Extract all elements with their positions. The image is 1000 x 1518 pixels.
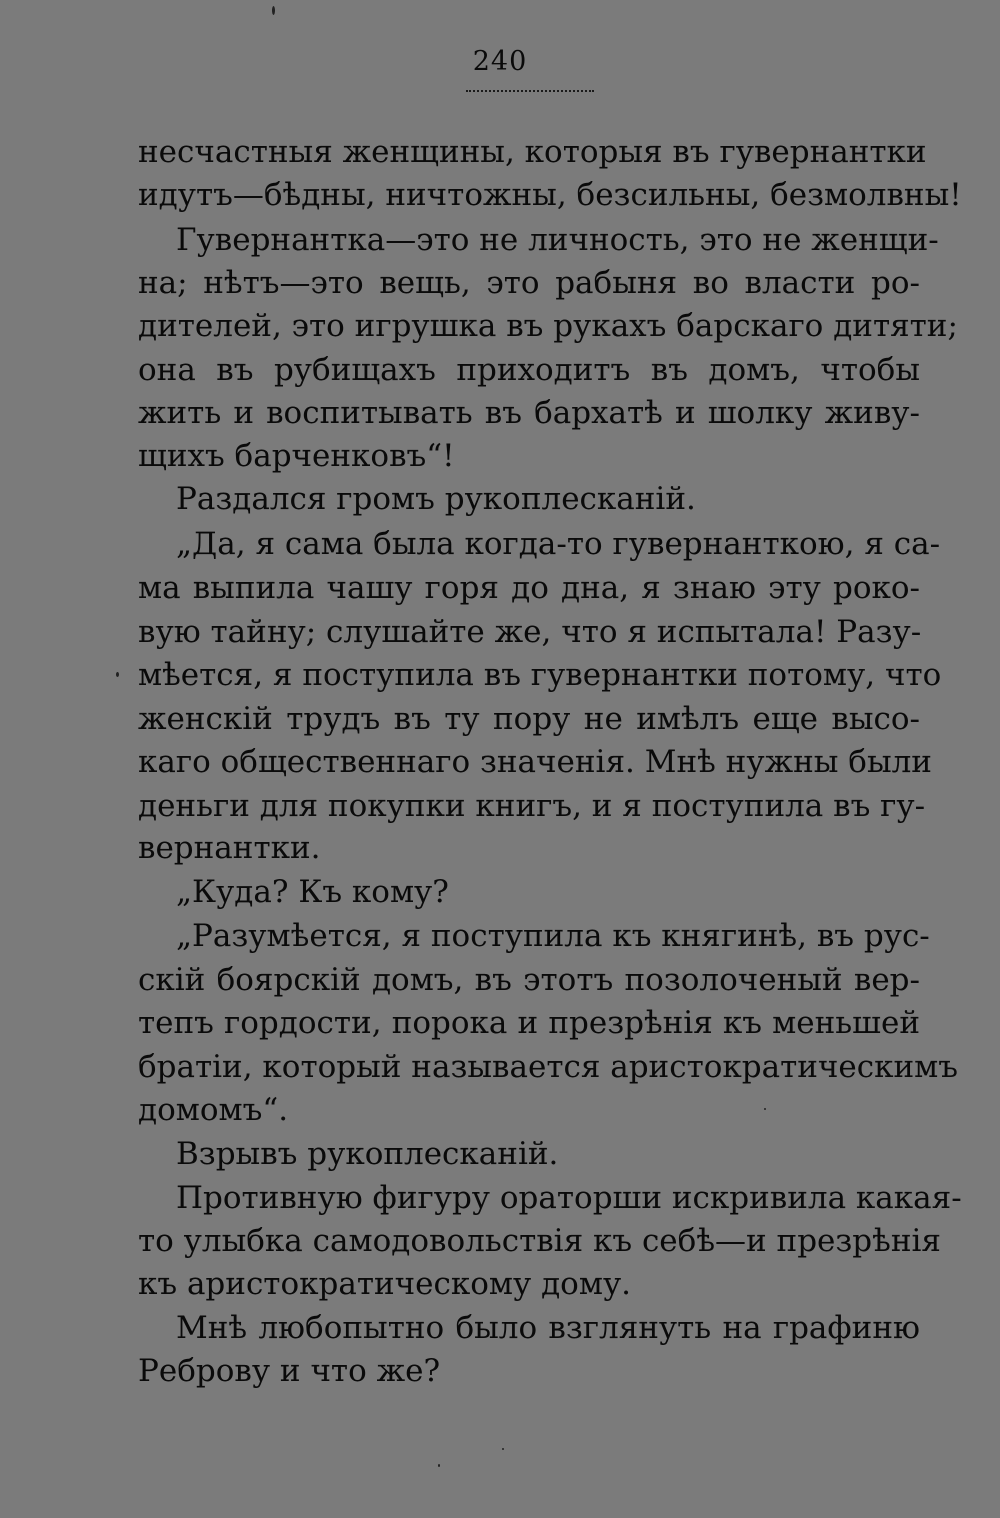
text-line: женскій трудъ въ ту пору не имѣлъ еще высо- (138, 701, 920, 737)
text-line: деньги для покупки книгъ, и я поступила въ гу- (138, 788, 926, 824)
text-line: Мнѣ любопытно было взглянуть на графиню (176, 1310, 920, 1346)
text-line: дителей, это игрушка въ рукахъ барскаго дитяти; (138, 308, 958, 344)
text-line: тепъ гордости, порока и презрѣнія къ меньшей (138, 1005, 920, 1041)
header-rule (466, 90, 594, 92)
text-line: вую тайну; слушайте же, что я испытала! Разу- (138, 614, 922, 650)
text-line: на; нѣтъ—это вещь, это рабыня во власти ро- (138, 265, 920, 301)
text-line: идутъ—бѣдны, ничтожны, безсильны, безмолвны! (138, 177, 962, 213)
text-line: Противную фигуру ораторши искривила какая- (176, 1180, 962, 1216)
text-line: скій боярскій домъ, въ этотъ позолоченый вер- (138, 962, 920, 998)
text-line: несчастныя женщины, которыя въ гувернантки (138, 134, 927, 170)
text-line: къ аристократическому дому. (138, 1266, 632, 1302)
ink-speck (272, 6, 275, 15)
page-number: 240 (472, 46, 528, 77)
text-line: Реброву и что же? (138, 1353, 441, 1389)
text-line: Раздался громъ рукоплесканій. (176, 481, 696, 517)
text-line: жить и воспитывать въ бархатѣ и шолку живу- (138, 395, 920, 431)
text-line: каго общественнаго значенія. Мнѣ нужны были (138, 744, 932, 780)
text-line: вернантки. (138, 830, 321, 866)
text-line: Гувернантка—это не личность, это не женщи- (176, 222, 939, 258)
text-line: „Куда? Къ кому? (176, 874, 449, 910)
ink-speck (438, 1464, 440, 1467)
text-line: то улыбка самодовольствія къ себѣ—и презрѣнія (138, 1223, 941, 1259)
text-line: „Разумѣется, я поступила къ княгинѣ, въ рус- (176, 918, 930, 954)
text-line: братіи, который называется аристократическимъ (138, 1049, 958, 1085)
ink-speck (764, 1108, 766, 1110)
ink-speck (116, 672, 119, 677)
text-line: „Да, я сама была когда-то гувернанткою, я са- (176, 526, 941, 562)
text-line: домомъ“. (138, 1092, 289, 1128)
text-line: она въ рубищахъ приходитъ въ домъ, чтобы (138, 352, 920, 388)
text-line: ма выпила чашу горя до дна, я знаю эту роко- (138, 570, 920, 606)
text-line: мѣется, я поступила въ гувернантки потому, что (138, 657, 942, 693)
ink-speck (502, 1448, 504, 1450)
text-line: Взрывъ рукоплесканій. (176, 1136, 559, 1172)
text-line: щихъ барченковъ“! (138, 438, 455, 474)
